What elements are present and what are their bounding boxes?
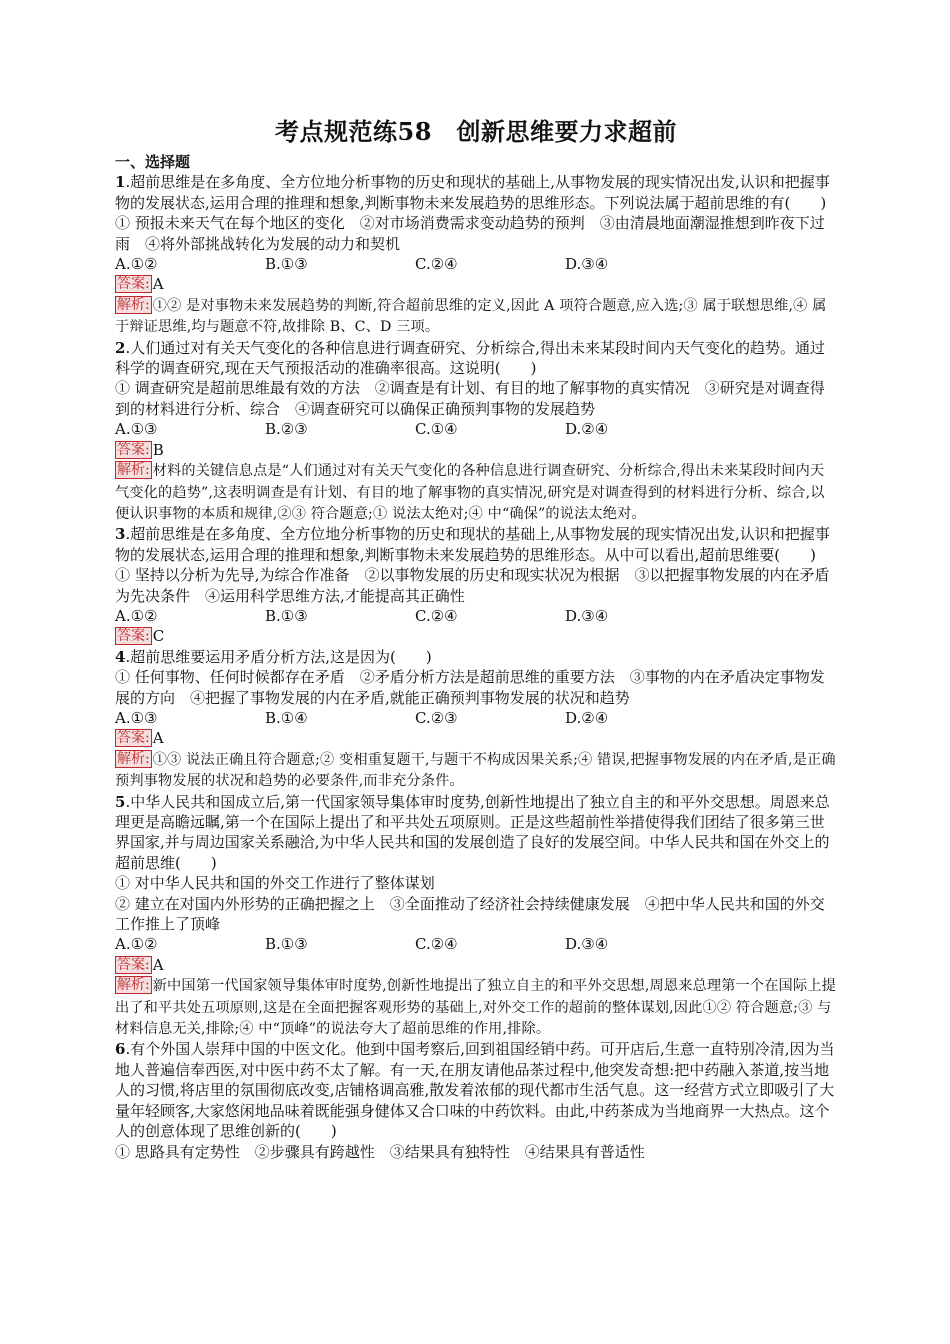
option-b: B.①④ xyxy=(265,708,308,727)
answer-value: A xyxy=(152,275,164,294)
explanation-tag: 解析: xyxy=(117,750,150,767)
options-row xyxy=(115,419,837,439)
explanation-text: 材料的关键信息点是“人们通过对有关天气变化的各种信息进行调查研究、分析综合,得出未来某段时间内天气变化的趋势”,这表明调查是有计划、有目的地了解事物的真实情况,研究是对调查得到的材料进行分析、综合,以便认识事物的本质和规律,②③ 符合题意;① 说法太绝对;④ 中“确保”的说法太绝对。 xyxy=(115,463,825,522)
option-a: A.①② xyxy=(115,935,158,954)
explanation-line xyxy=(115,975,837,1039)
option-a: A.①③ xyxy=(115,420,158,439)
option-b: B.①③ xyxy=(265,255,308,274)
options-row xyxy=(115,606,837,626)
answer-tag: 答案: xyxy=(117,276,150,293)
question-items: ① 任何事物、任何时候都存在矛盾 ②矛盾分析方法是超前思维的重要方法 ③事物的内在矛盾决定事物发展的方向 ④把握了事物发展的内在矛盾,就能正确预判事物发展的状况和趋势 xyxy=(115,668,825,707)
answer-line xyxy=(115,728,837,748)
option-b: B.①③ xyxy=(265,606,308,625)
explanation-line xyxy=(115,295,837,338)
answer-value: B xyxy=(152,440,164,459)
option-d: D.②④ xyxy=(565,420,609,439)
section-heading: 一、选择题 xyxy=(115,153,191,171)
options-row xyxy=(115,934,837,954)
answer-value: A xyxy=(152,955,164,974)
explanation-tag: 解析: xyxy=(117,296,150,313)
option-d: D.③④ xyxy=(565,255,609,274)
option-c: C.②④ xyxy=(415,935,458,954)
options-row xyxy=(115,708,837,728)
question-stem: 3.超前思维是在多角度、全方位地分析事物的历史和现状的基础上,从事物发展的现实情况出发,认识和把握事物的发展状态,运用合理的推理和想象,判断事物未来发展趋势的思维形态。从中可以看出,超前思维要( ) xyxy=(115,525,830,564)
explanation-text: ①③ 说法正确且符合题意;② 变相重复题干,与题干不构成因果关系;④ 错误,把握事物发展的内在矛盾,是正确预判事物发展的状况和趋势的必要条件,而非充分条件。 xyxy=(115,751,836,790)
option-c: C.①④ xyxy=(415,420,458,439)
answer-tag: 答案: xyxy=(117,956,150,973)
answer-value: C xyxy=(152,627,165,646)
explanation-text: ①② 是对事物未来发展趋势的判断,符合超前思维的定义,因此 A 项符合题意,应入选;③ 属于联想思维,④ 属于辩证思维,均与题意不符,故排除 B、C、D 三项。 xyxy=(115,297,827,336)
question-items: ② 建立在对国内外形势的正确把握之上 ③全面推动了经济社会持续健康发展 ④把中华人民共和国的外交工作推上了顶峰 xyxy=(115,894,825,934)
answer-line xyxy=(115,955,837,975)
answer-tag: 答案: xyxy=(117,628,150,645)
answer-line xyxy=(115,274,837,294)
option-a: A.①③ xyxy=(115,708,158,727)
option-a: A.①② xyxy=(115,606,158,625)
option-c: C.②④ xyxy=(415,255,458,274)
option-a: A.①② xyxy=(115,255,158,274)
question-5 xyxy=(115,792,837,1040)
option-b: B.②③ xyxy=(265,420,308,439)
explanation-line xyxy=(115,749,837,792)
option-d: D.②④ xyxy=(565,708,609,727)
answer-tag: 答案: xyxy=(117,730,150,747)
answer-line xyxy=(115,440,837,460)
question-items: ① 调查研究是超前思维最有效的方法 ②调查是有计划、有目的地了解事物的真实情况 ③研究是对调查得到的材料进行分析、综合 ④调查研究可以确保正确预判事物的发展趋势 xyxy=(115,379,825,418)
options-row xyxy=(115,254,837,274)
explanation-tag: 解析: xyxy=(117,977,150,994)
explanation-line xyxy=(115,460,837,524)
question-items: ① 预报未来天气在每个地区的变化 ②对市场消费需求变动趋势的预判 ③由清晨地面潮湿推想到昨夜下过雨 ④将外部挑战转化为发展的动力和契机 xyxy=(115,214,825,253)
document-page xyxy=(115,112,837,1162)
question-items: ① 思路具有定势性 ②步骤具有跨越性 ③结果具有独特性 ④结果具有普适性 xyxy=(115,1142,645,1161)
option-c: C.②④ xyxy=(415,606,458,625)
question-items: ① 对中华人民共和国的外交工作进行了整体谋划 xyxy=(115,874,435,893)
question-3 xyxy=(115,524,837,646)
question-items: ① 坚持以分析为先导,为综合作准备 ②以事物发展的历史和现实状况为根据 ③以把握事物发展的内在矛盾为先决条件 ④运用科学思维方法,才能提高其正确性 xyxy=(115,566,830,605)
question-stem: 5.中华人民共和国成立后,第一代国家领导集体审时度势,创新性地提出了独立自主的和平外交思想。周恩来总理更是高瞻远瞩,第一个在国际上提出了和平共处五项原则。正是这些超前性举措使得我们团结了很多第三世界国家,并与周边国家关系融洽,为中华人民共和国的发展创造了良好的发展空间。中华人民共和国在外交上的超前思维( ) xyxy=(115,792,830,872)
page-title: 考点规范练58 创新思维要力求超前 xyxy=(275,117,677,146)
question-stem: 1.超前思维是在多角度、全方位地分析事物的历史和现状的基础上,从事物发展的现实情况出发,认识和把握事物的发展状态,运用合理的推理和想象,判断事物未来发展趋势的思维形态。下列说法属于超前思维的有( ) xyxy=(115,173,830,212)
question-stem: 2.人们通过对有关天气变化的各种信息进行调查研究、分析综合,得出未来某段时间内天气变化的趋势。通过科学的调查研究,现在天气预报活动的准确率很高。这说明( ) xyxy=(115,338,825,378)
question-stem: 6.有个外国人崇拜中国的中医文化。他到中国考察后,回到祖国经销中药。可开店后,生意一直特别冷清,因为当地人普遍信奉西医,对中医中药不太了解。有一天,在朋友请他品茶过程中,他突发奇想:把中药融入茶道,按当地人的习惯,将店里的氛围彻底改变,店铺格调高雅,散发着浓郁的现代都市生活气息。这一经营方式立即吸引了大量年轻顾客,大家悠闲地品味着既能强身健体又合口味的中药饮料。由此,中药茶成为当地商界一大热点。这个人的创意体现了思维创新的( ) xyxy=(115,1040,835,1141)
option-d: D.③④ xyxy=(565,606,609,625)
answer-tag: 答案: xyxy=(117,441,150,458)
option-b: B.①③ xyxy=(265,935,308,954)
answer-line xyxy=(115,626,837,646)
question-1 xyxy=(115,172,837,337)
question-2 xyxy=(115,338,837,525)
explanation-tag: 解析: xyxy=(117,462,150,479)
explanation-text: 新中国第一代国家领导集体审时度势,创新性地提出了独立自主的和平外交思想,周恩来总理第一个在国际上提出了和平共处五项原则,这是在全面把握客观形势的基础上,对外交工作的超前的整体谋划,因此①② 符合题意;③ 与材料信息无关,排除;④ 中“顶峰”的说法夸大了超前思维的作用,排除。 xyxy=(115,978,836,1038)
question-6 xyxy=(115,1039,837,1161)
option-d: D.③④ xyxy=(565,935,609,954)
answer-value: A xyxy=(152,729,164,748)
question-4 xyxy=(115,647,837,792)
option-c: C.②③ xyxy=(415,708,458,727)
question-stem: 4.超前思维要运用矛盾分析方法,这是因为( ) xyxy=(115,647,432,666)
